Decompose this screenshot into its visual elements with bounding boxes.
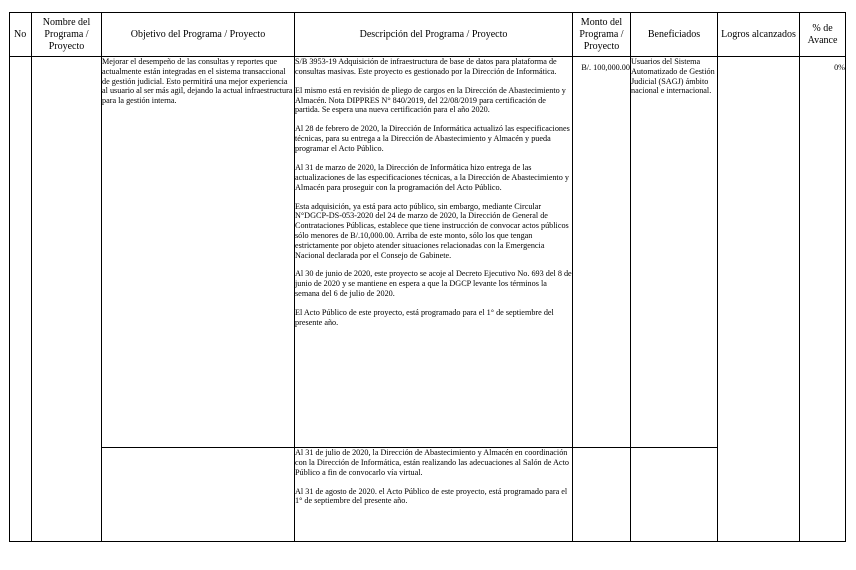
header-no: No — [10, 13, 32, 57]
cell-no — [10, 57, 32, 542]
description-paragraph: Al 28 de febrero de 2020, la Dirección de Informática actualizó las especificaciones técnicas, para su entrega a la Dirección de Abastecimiento y Almacén y pueda programar el Acto Público. — [295, 124, 570, 153]
cell-descripcion-cont — [295, 448, 573, 542]
header-nombre: Nombre del Programa / Proyecto — [32, 13, 102, 57]
header-row — [10, 13, 846, 57]
header-descripcion: Descripción del Programa / Proyecto — [295, 13, 573, 57]
header-beneficiados: Beneficiados — [631, 13, 718, 57]
description-paragraph: Al 31 de agosto de 2020. el Acto Público de este proyecto, está programado para el 1° de septiembre del presente año. — [295, 486, 568, 506]
cell-beneficiados: Usuarios del Sistema Automatizado de Gestión Judicial (SAGJ) ámbito nacional e internacional. — [631, 57, 718, 448]
header-avance: % de Avance — [800, 13, 846, 57]
cell-logros — [718, 57, 800, 542]
description-paragraph: El Acto Público de este proyecto, está programado para el 1° de septiembre del presente año. — [295, 308, 554, 327]
cell-monto — [573, 57, 631, 448]
description-paragraph: Esta adquisición, ya está para acto público, sin embargo, mediante Circular N°DGCP-DS-053-2020 del 24 de marzo de 2020, la Dirección de General de Contrataciones Públicas, establece que tiene instrucción de convocar actos públicos sólo menores de B/.10,000.00. Arriba de este monto, sólo los que tengan estrictamente por objeto atender situaciones relacionadas con la Emergencia Nacional declarada por el Consejo de Gabinete. — [295, 201, 569, 260]
amount-value: B/. 100,000.00 — [581, 63, 630, 72]
description-paragraph: S/B 3953-19 Adquisición de infraestructura de base de datos para plataforma de consultas masivas. Este proyecto es gestionado por la Dirección de Informática. — [295, 57, 557, 76]
header-monto: Monto del Programa / Proyecto — [573, 13, 631, 57]
cell-descripcion — [295, 57, 573, 448]
description-paragraph: Al 30 de junio de 2020, este proyecto se acoje al Decreto Ejecutivo No. 693 del 8 de junio de 2020 y se mantiene en espera a que la DGCP levante los términos la semana del 6 de julio de 2020. — [295, 269, 572, 299]
cell-objetivo-cont — [102, 448, 295, 542]
cell-monto-cont — [573, 448, 631, 542]
header-logros: Logros alcanzados — [718, 13, 800, 57]
table-row — [10, 57, 846, 448]
cell-beneficiados-cont — [631, 448, 718, 542]
description-paragraph: El mismo está en revisión de pliego de cargos en la Dirección de Abastecimiento y Almacén. Nota DIPPRES N° 840/2019, del 22/08/2019 para certificación de partida. Se espera una nueva certificación para el año 2020. — [295, 85, 566, 115]
cell-avance — [800, 57, 846, 542]
progress-value: 0% — [834, 63, 845, 72]
cell-objetivo: Mejorar el desempeño de las consultas y reportes que actualmente están integradas en el sistema transaccional de gestión judicial. Esto permitirá una mejor experiencia al usuario al ser más agil, dejando la actual infraestructura para la gestión interna. — [102, 57, 295, 448]
cell-nombre — [32, 57, 102, 542]
header-objetivo: Objetivo del Programa / Proyecto — [102, 13, 295, 57]
description-paragraph: Al 31 de julio de 2020, la Dirección de Abastecimiento y Almacén en coordinación con la Dirección de Informática, están realizando las adecuaciones al Salón de Acto Público a fin de convocarlo vía virtual. — [295, 448, 569, 477]
program-report-table — [9, 12, 846, 542]
description-paragraph: Al 31 de marzo de 2020, la Dirección de Informática hizo entrega de las actualizaciones de las especificaciones técnicas, a la Dirección de Abastecimiento y Almacén para proseguir con la programación del Acto Público. — [295, 162, 569, 192]
